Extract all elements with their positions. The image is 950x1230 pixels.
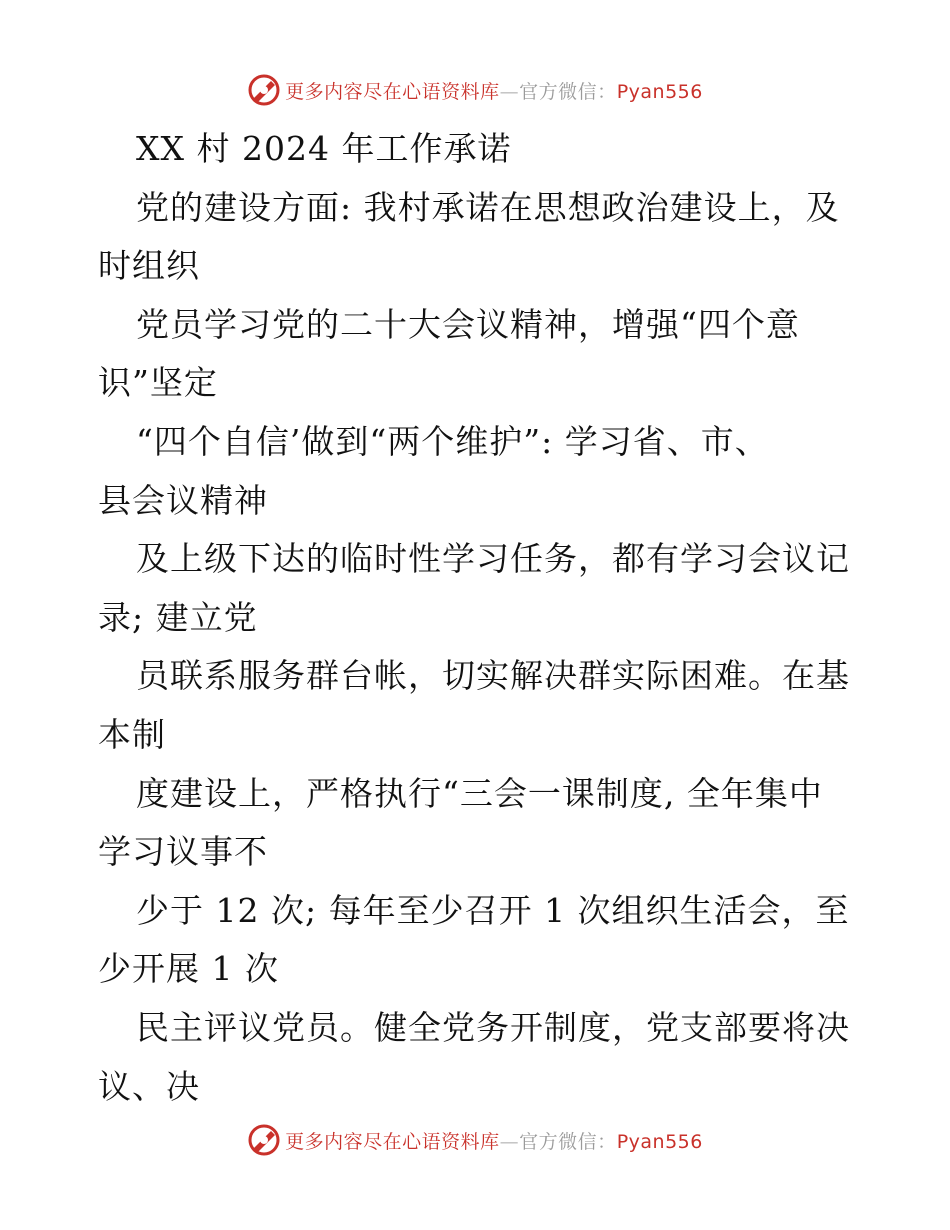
text-line: 度建设上，严格执行“三会一课制度, 全年集中 [136, 773, 823, 813]
text-line: “四个自信’做到“两个维护”: 学习省、市、 [136, 421, 769, 461]
watermark-sub: 官方微信： [519, 80, 617, 103]
text-line: 党员学习党的二十大会议精神，增强“四个意 [136, 304, 800, 344]
watermark-main: 更多内容尽在心语资料库 [285, 1130, 500, 1153]
watermark-dash: — [499, 80, 520, 103]
text-line: 时组织 [98, 246, 200, 286]
text-line: 少于 12 次; 每年至少召开 1 次组织生活会，至 [136, 890, 850, 930]
text-line: 录; 建立党 [98, 597, 258, 637]
text-line: 党的建设方面: 我村承诺在思想政治建设上，及 [136, 187, 840, 227]
text-line: 学习议事不 [98, 832, 268, 872]
watermark-text [285, 77, 703, 104]
pen-logo-icon [247, 73, 281, 107]
text-line: 识”坚定 [98, 363, 218, 403]
text-line: 民主评议党员。健全党务开制度，党支部要将决 [136, 1007, 850, 1047]
text-line: 及上级下达的临时性学习任务，都有学习会议记 [136, 539, 850, 579]
text-line: 县会议精神 [98, 480, 268, 520]
pen-logo-icon [247, 1123, 281, 1157]
watermark-wechat-id: Pyan556 [616, 80, 703, 103]
watermark-text [285, 1127, 703, 1154]
header-watermark [0, 70, 950, 110]
watermark-sub: 官方微信： [519, 1130, 617, 1153]
text-line: 少开展 1 次 [98, 949, 279, 989]
document-title: XX 村 2024 年工作承诺 [136, 129, 512, 168]
text-line: 员联系服务群台帐，切实解决群实际困难。在基 [136, 656, 850, 696]
watermark-wechat-id: Pyan556 [616, 1130, 703, 1153]
document-body [98, 120, 858, 1116]
text-line: 议、决 [98, 1066, 200, 1106]
watermark-dash: — [499, 1130, 520, 1153]
watermark-main: 更多内容尽在心语资料库 [285, 80, 500, 103]
footer-watermark [0, 1120, 950, 1160]
text-line: 本制 [98, 714, 166, 754]
